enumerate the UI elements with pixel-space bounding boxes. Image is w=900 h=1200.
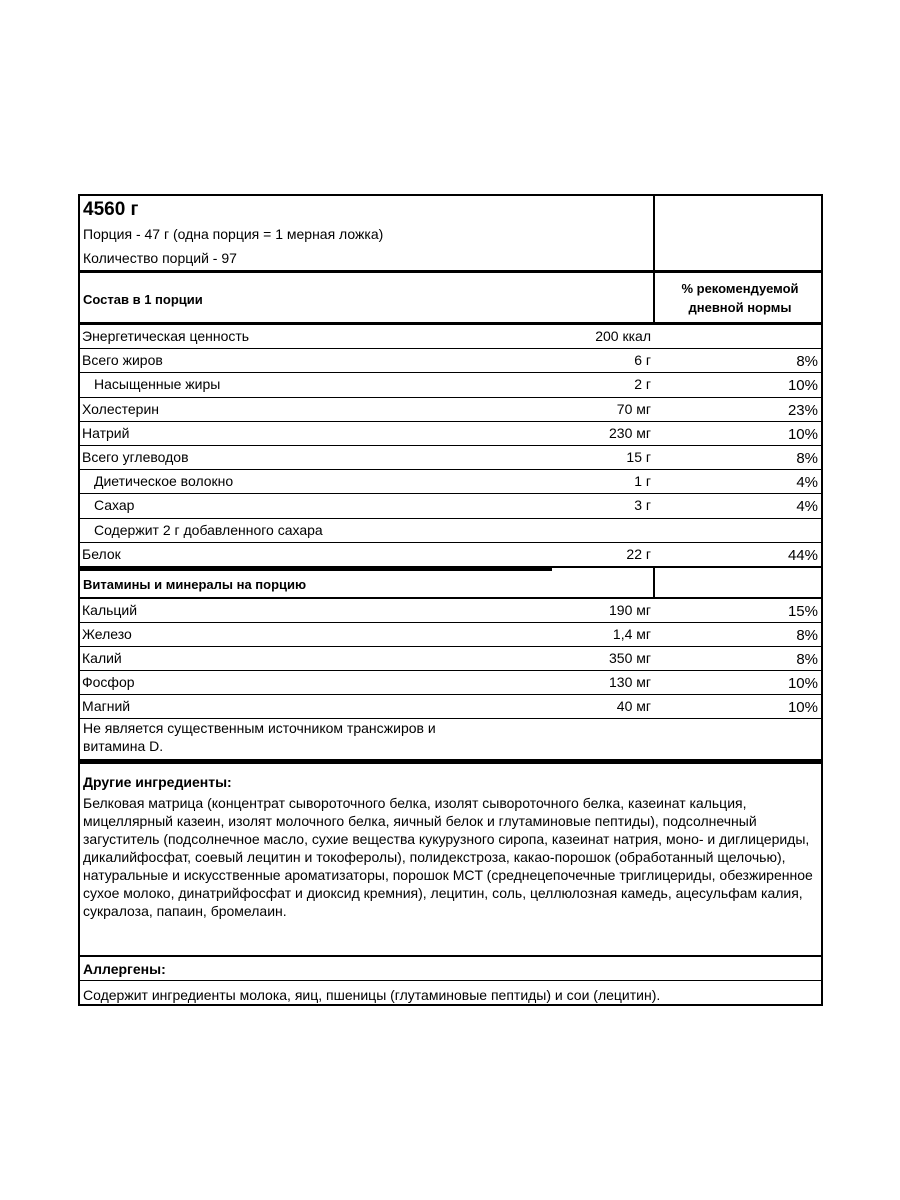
vitamin-name: Железо [82, 626, 132, 642]
column-divider [653, 196, 655, 324]
nutrient-name: Натрий [82, 424, 130, 441]
nutrient-row [80, 398, 821, 422]
divider [80, 955, 821, 957]
dv-header-line1: % рекомендуемой [681, 281, 799, 296]
vitamin-name: Фосфор [82, 674, 135, 690]
allergens-title: Аллергены: [83, 961, 166, 977]
nutrient-row [80, 349, 821, 373]
vitamin-row [80, 623, 821, 647]
column-divider [653, 568, 655, 598]
divider [80, 980, 821, 981]
vitamin-dv: 8% [796, 651, 818, 668]
nutrient-row [80, 470, 821, 494]
allergens-text: Содержит ингредиенты молока, яиц, пшеницы (глутаминовые пептиды) и сои (лецитин). [83, 987, 661, 1003]
nutrition-facts-label [78, 194, 823, 1006]
dv-header-line2: дневной нормы [688, 300, 792, 315]
nutrient-row [80, 494, 821, 518]
vitamin-name: Кальций [82, 602, 138, 618]
nutrient-amount: 15 г [626, 449, 651, 465]
vitamin-dv: 10% [787, 699, 818, 716]
nutrient-row [80, 519, 821, 543]
nutrient-amount: 6 г [634, 352, 651, 369]
other-ingredients-title: Другие ингредиенты: [83, 774, 232, 790]
nutrient-amount: 230 мг [609, 424, 651, 441]
nutrient-dv: 8% [796, 353, 818, 371]
nutrient-dv: 4% [796, 498, 818, 516]
divider-thick [80, 759, 821, 764]
package-weight: 4560 г [83, 199, 139, 220]
vitamin-amount: 130 мг [609, 674, 651, 690]
vitamin-name: Калий [82, 650, 122, 666]
nutrient-amount: 1 г [634, 473, 651, 490]
nutrient-dv: 44% [787, 546, 818, 564]
nutrient-row [80, 446, 821, 470]
vitamin-row [80, 671, 821, 695]
divider [552, 566, 821, 568]
nutrient-amount: 200 ккал [595, 328, 651, 344]
nutrient-amount: 70 мг [616, 400, 651, 417]
vitamin-amount: 350 мг [609, 650, 651, 666]
nutrient-name: Всего жиров [82, 352, 163, 369]
vitamin-dv: 15% [787, 603, 818, 620]
nutrient-amount: 2 г [634, 376, 651, 393]
nutrient-name: Холестерин [82, 400, 159, 417]
nutrient-amount: 3 г [634, 497, 651, 514]
nutrient-name: Сахар [94, 497, 135, 514]
nutrient-name: Энергетическая ценность [82, 328, 250, 344]
vitamin-dv: 10% [787, 675, 818, 692]
vitamin-row [80, 695, 821, 719]
nutrient-row [80, 373, 821, 397]
divider-thick [80, 566, 552, 571]
nutrient-name: Насыщенные жиры [94, 376, 221, 393]
nutrient-name: Диетическое волокно [94, 473, 234, 490]
divider-thick [80, 270, 821, 273]
vitamin-name: Магний [82, 698, 131, 714]
nutrient-name: Всего углеводов [82, 449, 189, 465]
vitamin-amount: 190 мг [609, 602, 651, 618]
nutrient-amount: 22 г [626, 545, 651, 562]
nutrient-row [80, 325, 821, 349]
vitamin-amount: 1,4 мг [612, 626, 651, 642]
nutrient-dv: 8% [796, 450, 818, 467]
vitamin-row [80, 647, 821, 671]
nutrient-row [80, 543, 821, 567]
composition-title: Состав в 1 порции [83, 292, 203, 307]
vitamin-amount: 40 мг [616, 698, 651, 714]
nutrient-dv: 10% [787, 377, 818, 395]
nutrient-dv: 23% [787, 401, 818, 419]
nutrient-name: Содержит 2 г добавленного сахара [94, 521, 323, 538]
vitamin-dv: 8% [796, 627, 818, 644]
vitamins-title: Витамины и минералы на порцию [83, 577, 307, 592]
vitamin-row [80, 599, 821, 623]
note-line2: витамина D. [83, 738, 164, 754]
other-ingredients-text: Белковая матрица (концентрат сывороточного белка, изолят сывороточного белка, казеинат кальция, мицеллярный казеин, изолят молочного белка, яичный белок и глутаминовые пептиды), подсолнечный загуститель (подсолнечное масло, сухие вещества кукурузного сиропа, казеинат натрия, моно- и диглицериды, дикалийфосфат, соевый лецитин и токоферолы), полидекстроза, какао-порошок (обработанный щелочью), натуральные и искусственные ароматизаторы, порошок MCT (среднецепочечные триглицериды, обезжиренное сухое молоко, динатрийфосфат и диоксид кремния), лецитин, соль, целлюлозная камедь, ацесульфам калия, сукралоза, папаин, бромелаин. [83, 795, 813, 919]
nutrient-dv: 4% [796, 474, 818, 492]
nutrient-name: Белок [82, 545, 121, 562]
serving-size: Порция - 47 г (одна порция = 1 мерная ложка) [83, 226, 384, 242]
servings-count: Количество порций - 97 [83, 250, 237, 266]
nutrient-dv: 10% [787, 425, 818, 443]
nutrient-row [80, 422, 821, 446]
row-divider [80, 718, 821, 719]
note-line1: Не является существенным источником трансжиров и [83, 720, 436, 736]
